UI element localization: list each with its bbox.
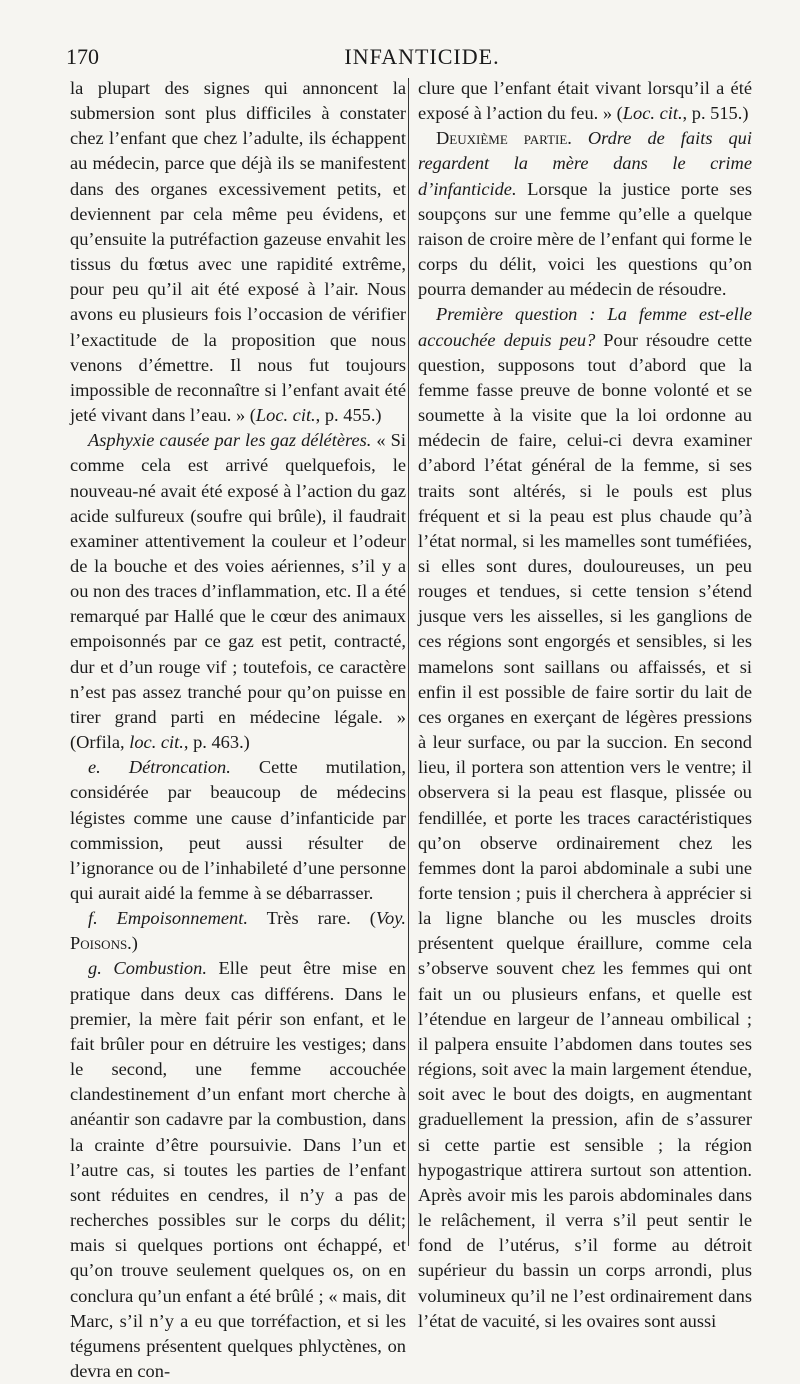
paragraph: Deuxième partie. Ordre de faits qui regardent la mère dans le crime d’infanticide. Lorsque la justice porte ses soupçons sur une femme qu’elle a quelque raison de croire mère de l’enfant qui forme le corps du délit, voici les questions qu’on pourra demander au médecin de résoudre. xyxy=(418,128,752,300)
paragraph: clure que l’enfant était vivant lorsqu’il a été exposé à l’action du feu. » (Loc. cit., p. 515.) xyxy=(418,78,752,124)
right-column xyxy=(418,76,752,1334)
section-heading: Première question : La femme est-elle accouchée depuis peu? xyxy=(418,304,752,350)
page-header xyxy=(66,44,778,74)
paragraph: g. Combustion. Elle peut être mise en pratique dans deux cas différens. Dans le premier, la mère fait périr son enfant, et le fait brûler pour en détruire les vestiges; dans le second, une femme accouchée clandestinement d’un enfant mort cherche à anéantir son cadavre par la combustion, dans la crainte d’être poursuivie. Dans l’un et l’autre cas, si toutes les parties de l’enfant sont réduites en cendres, il n’y a pas de recherches possibles sur le corps du délit; mais si quelques portions ont échappé, et qu’on trouve seulement quelques os, on en conclura qu’un enfant a été brûlé ; « mais, dit Marc, s’il n’y a eu que torréfaction, et si les tégumens présentent quelques phlyctènes, on devra en con- xyxy=(70,958,406,1381)
paragraph: Asphyxie causée par les gaz délétères. « Si comme cela est arrivé quelquefois, le nouveau-né avait été exposé à l’action du gaz acide sulfureux (soufre qui brûle), il faudrait examiner attentivement la couleur et l’odeur de la bouche et des voies aériennes, s’il y a ou non des traces d’inflammation, etc. Il a été remarqué par Hallé que le cœur des animaux empoisonnés par ce gaz est petit, contracté, dur et d’un rouge vif ; toutefois, ce caractère n’est pas assez tranché pour qu’on puisse en tirer grand parti en médecine légale. » (Orfila, loc. cit., p. 463.) xyxy=(70,430,407,753)
column-divider xyxy=(408,78,409,1246)
cross-reference: Poisons. xyxy=(70,933,132,954)
left-column xyxy=(70,76,406,1384)
paragraph: e. Détroncation. Cette mutilation, considérée par beaucoup de médecins légistes comme une cause d’infanticide par commission, peut aussi résulter de l’ignorance ou de l’inhabileté d’une personne qui aurait aidé la femme à se débarrasser. xyxy=(70,757,406,903)
section-heading: f. Empoisonnement. xyxy=(88,908,248,929)
section-heading: g. Combustion. xyxy=(88,958,207,979)
part-heading: Deuxième partie. xyxy=(436,128,572,149)
paragraph: f. Empoisonnement. Très rare. (Voy. Poisons.) xyxy=(70,908,406,954)
section-heading: e. Détroncation. xyxy=(88,757,231,778)
page-number: 170 xyxy=(66,44,99,69)
section-heading: Ordre de faits qui regardent la mère dans le crime d’infanticide. xyxy=(418,128,752,199)
section-heading: Asphyxie causée par les gaz délétères. xyxy=(88,430,372,451)
paragraph: Première question : La femme est-elle accouchée depuis peu? Pour résoudre cette question, supposons tout d’abord que la femme fasse preuve de bonne volonté et se soumette à la visite que la loi ordonne au médecin de faire, celui-ci devra examiner d’abord l’état général de la femme, si ses traits sont altérés, si le pouls est plus fréquent et si la peau est plus chaude qu’à l’état normal, si les mamelles sont tuméfiées, si elles sont dures, douloureuses, un peu rouges et tendues, si cette tension s’étend jusque vers les aisselles, si les ganglions de ces régions sont engorgés et sensibles, si les mamelons sont saillans ou affaissés, et si enfin il est possible de faire sortir du lait de ces organes en exerçant de légères pressions à leur surface, ou par la succion. En second lieu, il portera son attention vers le ventre; il observera si la peau est flasque, plissée ou fendillée, et porte les traces caractéristiques qu’on observe ordinairement chez les femmes dont la paroi abdominale a subi une forte tension ; puis il cherchera à apprécier si la ligne blanche ou les muscles droits présentent quelque éraillure, comme cela s’observe souvent chez les femmes qui ont fait un ou plusieurs enfans, et quelle est l’étendue en largeur de l’anneau ombilical ; il palpera ensuite l’abdomen dans toutes ses régions, soit avec la main largement étendue, soit avec le bout des doigts, en augmentant graduellement la pression, afin de s’assurer si cette partie est sensible ; la région hypogastrique attirera surtout son attention. Après avoir mis les parois abdominales dans le relâchement, il verra s’il peut sentir le fond de l’utérus, s’il forme au détroit supérieur du bassin un corps arrondi, plus volumineux qu’il ne l’est ordinairement dans l’état de vacuité, si les ovaires sont aussi xyxy=(418,304,752,1331)
running-title: INFANTICIDE. xyxy=(344,44,500,69)
paragraph: la plupart des signes qui annoncent la submersion sont plus difficiles à constater chez l’enfant que chez l’adulte, ils échappent au médecin, parce que déjà ils se manifestent dans des organes excessivement petits, et deviennent par cela même peu évidens, et qu’ensuite la putréfaction gazeuse envahit les tissus du fœtus avec une rapidité extrême, pour peu qu’il ait été exposé à l’air. Nous avons eu plusieurs fois l’occasion de vérifier l’exactitude de la proposition que nous venons d’émettre. Il nous fut toujours impossible de reconnaître si l’enfant avait été jeté vivant dans l’eau. » (Loc. cit., p. 455.) xyxy=(70,78,406,426)
